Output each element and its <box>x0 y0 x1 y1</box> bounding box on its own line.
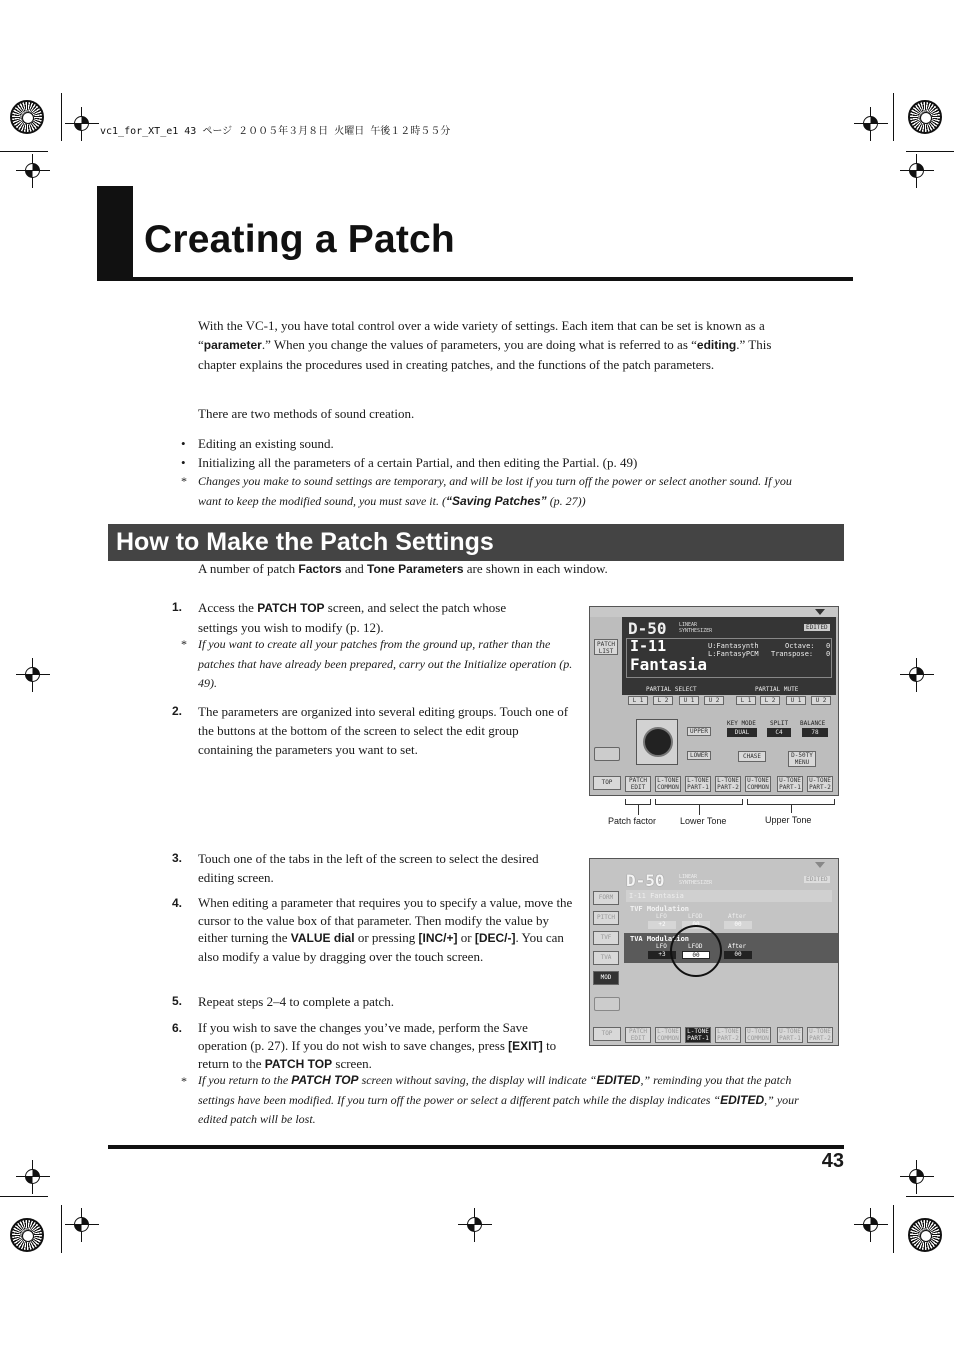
step-number: 2. <box>172 704 183 718</box>
bullet-item: Editing an existing sound. <box>198 436 334 451</box>
side-tab-tva[interactable]: TVA <box>593 951 619 965</box>
tab-l-tone-part-1[interactable]: L-TONE PART-1 <box>685 776 711 792</box>
registration-rosette-top-left <box>10 100 44 134</box>
title-rule <box>97 277 853 281</box>
bullet-dot: • <box>181 436 186 451</box>
tab-l-tone-part-2[interactable]: L-TONE PART-2 <box>715 1027 741 1043</box>
tab-u-tone-common[interactable]: U-TONE COMMON <box>745 776 771 792</box>
tab-l-tone-part-1[interactable]: L-TONE PART-1 <box>685 1027 711 1043</box>
intro-paragraph: With the VC-1, you have total control over a wide variety of settings. Each item that can be set is known as a “parameter.” When you change the values of parameters, you are doing what is referred to as “editing.” This chapter explains the procedures used in creating patches, and the functions of the patch parameters. <box>198 318 772 372</box>
step-6-text: If you wish to save the changes you’ve made, perform the Save operation (p. 27). If you do not wish to save changes, press [EXIT] to return to the PATCH TOP screen. <box>198 1020 557 1071</box>
patch-name: Fantasia <box>630 655 708 674</box>
bullet-item: Initializing all the parameters of a certain Partial, and then editing the Partial. (p. 49) <box>198 455 638 470</box>
partial-mute-l2[interactable]: L 2 <box>760 696 780 705</box>
balance-value[interactable]: 78 <box>802 728 828 737</box>
chevron-down-icon <box>815 609 825 615</box>
registration-rosette-bottom-right <box>908 1218 942 1252</box>
side-tab-form[interactable]: FORM <box>593 891 619 905</box>
crosshair-mark <box>71 113 93 135</box>
crosshair-mark <box>860 113 882 135</box>
music-icon[interactable] <box>594 747 620 761</box>
partial-select-l2[interactable]: L 2 <box>653 696 673 705</box>
step-number: 6. <box>172 1021 183 1035</box>
callout-upper-tone: Upper Tone <box>765 815 812 825</box>
upper-button[interactable]: UPPER <box>687 727 711 736</box>
tab-l-tone-common[interactable]: L-TONE COMMON <box>655 776 681 792</box>
step-number: 1. <box>172 600 183 614</box>
keymode-value[interactable]: DUAL <box>727 728 757 737</box>
d50ty-menu-button[interactable]: D-50TY MENU <box>788 751 816 767</box>
partial-mute-l1[interactable]: L 1 <box>736 696 756 705</box>
music-icon[interactable] <box>594 997 620 1011</box>
step-4-text: When editing a parameter that requires you to specify a value, move the cursor to the value box of that parameter. Then modify the value by either turning the VALUE dial or pressing [INC/+] or [DEC/-]. You can also modify a value by dragging over the touch screen. <box>198 895 573 964</box>
step-1-note: If you want to create all your patches from the ground up, rather than the patches that have already been prepared, carry out the Initialize operation (p. 49). <box>198 637 573 690</box>
tab-l-tone-common[interactable]: L-TONE COMMON <box>655 1027 681 1043</box>
step-number: 5. <box>172 994 183 1008</box>
joystick-knob[interactable] <box>643 727 673 757</box>
final-note: If you return to the PATCH TOP screen without saving, the display will indicate “EDITED,” reminding you that the patch settings have been modified. If you turn off the power or select a different patch while the display indicates “EDITED,” your edited patch will be lost. <box>198 1073 799 1126</box>
section-lead: A number of patch Factors and Tone Parameters are shown in each window. <box>198 561 608 576</box>
page-title: Creating a Patch <box>144 218 455 261</box>
patch-number: I-11 <box>630 637 667 655</box>
step-2-text: The parameters are organized into several editing groups. Touch one of the buttons at the bottom of the screen to select the edit group containing the parameters you want to set. <box>198 704 569 757</box>
callout-patch-factor: Patch factor <box>608 816 657 826</box>
footer-rule <box>108 1145 844 1149</box>
side-tab-pitch[interactable]: PITCH <box>593 911 619 925</box>
top-tab[interactable]: TOP <box>593 1027 621 1041</box>
tva-lfod-value[interactable]: 00 <box>682 951 710 959</box>
title-bar <box>97 186 133 280</box>
crosshair-mark <box>464 1214 486 1236</box>
top-tab[interactable]: TOP <box>593 776 621 790</box>
crop-mark <box>906 151 954 152</box>
chase-button[interactable]: CHASE <box>738 751 766 762</box>
tvf-lfod-value[interactable]: 00 <box>682 921 710 929</box>
tva-after-value[interactable]: 00 <box>724 951 752 959</box>
highlight-circle <box>670 925 722 977</box>
intro-paragraph-2: There are two methods of sound creation. <box>198 406 415 421</box>
crop-mark <box>0 1196 48 1197</box>
tab-l-tone-part-2[interactable]: L-TONE PART-2 <box>715 776 741 792</box>
crosshair-mark <box>906 1166 928 1188</box>
tab-u-tone-part-1[interactable]: U-TONE PART-1 <box>777 1027 803 1043</box>
modulation-screenshot: D-50 LINEAR SYNTHESIZER EDITED I-11 Fantasia FORM PITCH TVF TVA MOD TVF Modulation LFO LFOD After +2 00 00 TVA Modulation LFO LFOD After +3 00 00 TOP PATCH EDIT L-TONE COMMON L-TONE PART-1 L-TONE PART-2 U-TONE COMMON U-TONE PART-1 U-TONE PART-2 <box>589 858 839 1046</box>
crop-mark <box>61 93 62 141</box>
partial-select-u1[interactable]: U 1 <box>679 696 699 705</box>
partial-mute-u2[interactable]: U 2 <box>811 696 831 705</box>
step-number: 4. <box>172 896 183 910</box>
crop-mark <box>0 151 48 152</box>
d50-logo: D-50 <box>628 619 667 638</box>
split-value[interactable]: C4 <box>767 728 791 737</box>
note-asterisk: * <box>181 474 187 488</box>
tva-lfo-value[interactable]: +3 <box>648 951 676 959</box>
partial-select-l1[interactable]: L 1 <box>628 696 648 705</box>
tab-u-tone-part-2[interactable]: U-TONE PART-2 <box>807 776 833 792</box>
section-heading: How to Make the Patch Settings <box>116 528 494 556</box>
step-1-text: Access the PATCH TOP screen, and select the patch whose settings you wish to modify (p. 12). <box>198 600 507 635</box>
callout-lower-tone: Lower Tone <box>680 816 727 826</box>
crosshair-mark <box>22 664 44 686</box>
crosshair-mark <box>22 1166 44 1188</box>
crosshair-mark <box>71 1214 93 1236</box>
tab-patch-edit[interactable]: PATCH EDIT <box>625 1027 651 1043</box>
note-asterisk: * <box>181 637 187 651</box>
step-5-text: Repeat steps 2–4 to complete a patch. <box>198 994 395 1009</box>
tvf-modulation-title: TVF Modulation <box>630 905 690 913</box>
page-number: 43 <box>821 1150 844 1172</box>
edited-indicator: EDITED <box>806 624 828 631</box>
registration-rosette-top-right <box>908 100 942 134</box>
print-header-line: vc1_for_XT_e1 43 ページ ２００５年３月８日 火曜日 午後１２時５５分 <box>100 126 451 137</box>
crosshair-mark <box>906 160 928 182</box>
crosshair-mark <box>906 664 928 686</box>
crop-mark <box>61 1205 62 1253</box>
crosshair-mark <box>22 160 44 182</box>
bullet-dot: • <box>181 455 186 470</box>
side-tab-mod[interactable]: MOD <box>593 971 619 985</box>
tab-u-tone-part-2[interactable]: U-TONE PART-2 <box>807 1027 833 1043</box>
registration-rosette-bottom-left <box>10 1218 44 1252</box>
tvf-lfo-value[interactable]: +2 <box>648 921 676 929</box>
tab-u-tone-common[interactable]: U-TONE COMMON <box>745 1027 771 1043</box>
step-number: 3. <box>172 851 183 865</box>
tva-modulation-title: TVA Modulation <box>630 935 690 943</box>
note-text: Changes you make to sound settings are temporary, and will be lost if you turn off the power or select another sound. If you want to keep the modified sound, you must save it. (“Saving Patches” (p. 27)) <box>198 474 792 508</box>
crop-mark <box>906 1196 954 1197</box>
chevron-down-icon <box>815 862 825 868</box>
crop-mark <box>893 1205 894 1253</box>
step-3-text: Touch one of the tabs in the left of the screen to select the desired editing screen. <box>198 851 539 885</box>
lower-button[interactable]: LOWER <box>687 751 711 760</box>
patch-top-screenshot: D-50 LINEAR SYNTHESIZER EDITED I-11 Fantasia U:Fantasynth L:FantasyPCM Octave: 0 Transpose: 0 PATCH LIST PARTIAL SELECT PARTIAL MUTE L 1 L 2 U 1 U 2 L 1 L 2 U 1 U 2 UPPER LOWER KEY MODE SPLIT BALANCE DUAL C4 78 CHASE D-50TY MENU TOP PATCH EDIT L-TONE COMMON L-TONE PART-1 L-TONE PART-2 U-TONE COMMON U-TONE PART-1 U-TONE PART-2 <box>589 606 839 796</box>
tab-patch-edit[interactable]: PATCH EDIT <box>625 776 651 792</box>
crosshair-mark <box>860 1214 882 1236</box>
note-asterisk: * <box>181 1074 187 1088</box>
partial-select-u2[interactable]: U 2 <box>704 696 724 705</box>
patch-list-button[interactable]: PATCH LIST <box>594 639 618 655</box>
tab-u-tone-part-1[interactable]: U-TONE PART-1 <box>777 776 803 792</box>
crop-mark <box>893 93 894 141</box>
partial-mute-u1[interactable]: U 1 <box>786 696 806 705</box>
side-tab-tvf[interactable]: TVF <box>593 931 619 945</box>
tvf-after-value[interactable]: 00 <box>724 921 752 929</box>
